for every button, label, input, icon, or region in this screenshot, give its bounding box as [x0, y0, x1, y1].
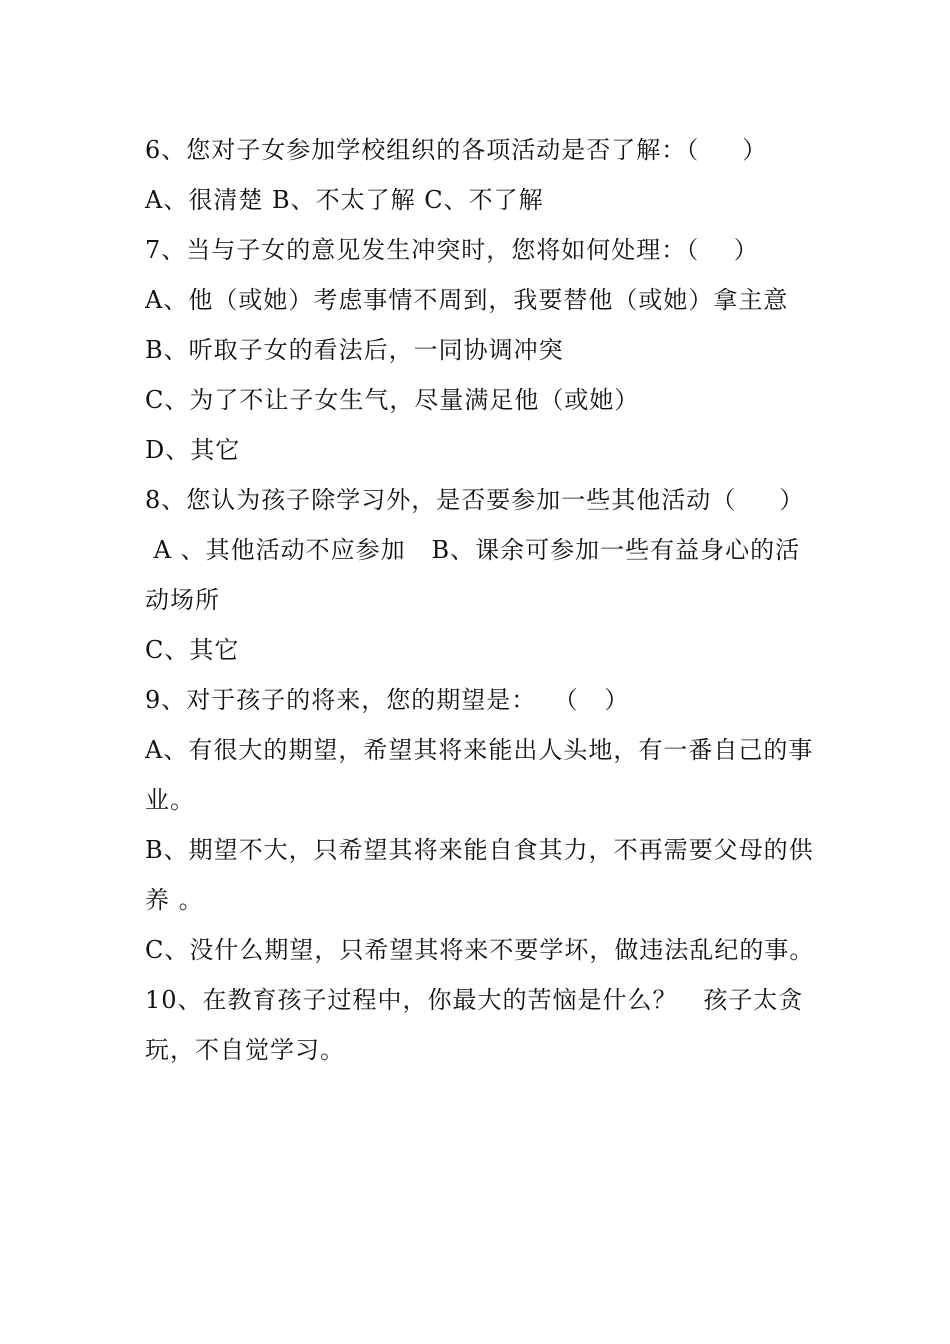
question-7-option-c: C、为了不让子女生气，尽量满足他（或她） [145, 386, 640, 414]
question-7-option-a: A、他（或她）考虑事情不周到，我要替他（或她）拿主意 [145, 286, 789, 314]
question-6-options: A、很清楚 B、不太了解 C、不了解 [145, 186, 544, 214]
question-8-text: 8、您认为孩子除学习外，是否要参加一些其他活动（ ） [145, 486, 805, 514]
question-7-option-b: B、听取子女的看法后，一同协调冲突 [145, 336, 564, 364]
question-7-text: 7、当与子女的意见发生冲突时，您将如何处理：（ ） [145, 236, 759, 264]
question-6-text: 6、您对子女参加学校组织的各项活动是否了解：（ ） [145, 136, 768, 164]
question-9-option-b: B、期望不大，只希望其将来能自食其力，不再需要父母的供 [145, 836, 814, 864]
question-9-option-a-continued: 业。 [145, 786, 195, 814]
question-9-option-c: C、没什么期望，只希望其将来不要学坏，做违法乱纪的事。 [145, 936, 815, 964]
questionnaire-content [145, 125, 815, 1075]
question-8-options-ab: A 、其他活动不应参加 B、课余可参加一些有益身心的活 [145, 536, 801, 564]
question-10-answer: 玩，不自觉学习。 [145, 1036, 345, 1064]
question-10-text: 10、在教育孩子过程中，你最大的苦恼是什么？ 孩子太贪 [145, 986, 804, 1014]
question-9-option-b-continued: 养 。 [145, 886, 204, 914]
question-9-option-a: A、有很大的期望，希望其将来能出人头地，有一番自己的事 [145, 736, 814, 764]
question-7-option-d: D、其它 [145, 436, 241, 464]
question-9-text: 9、对于孩子的将来，您的期望是： （ ） [145, 686, 630, 714]
question-8-options-ab-continued: 动场所 [145, 586, 220, 614]
question-8-option-c: C、其它 [145, 636, 240, 664]
